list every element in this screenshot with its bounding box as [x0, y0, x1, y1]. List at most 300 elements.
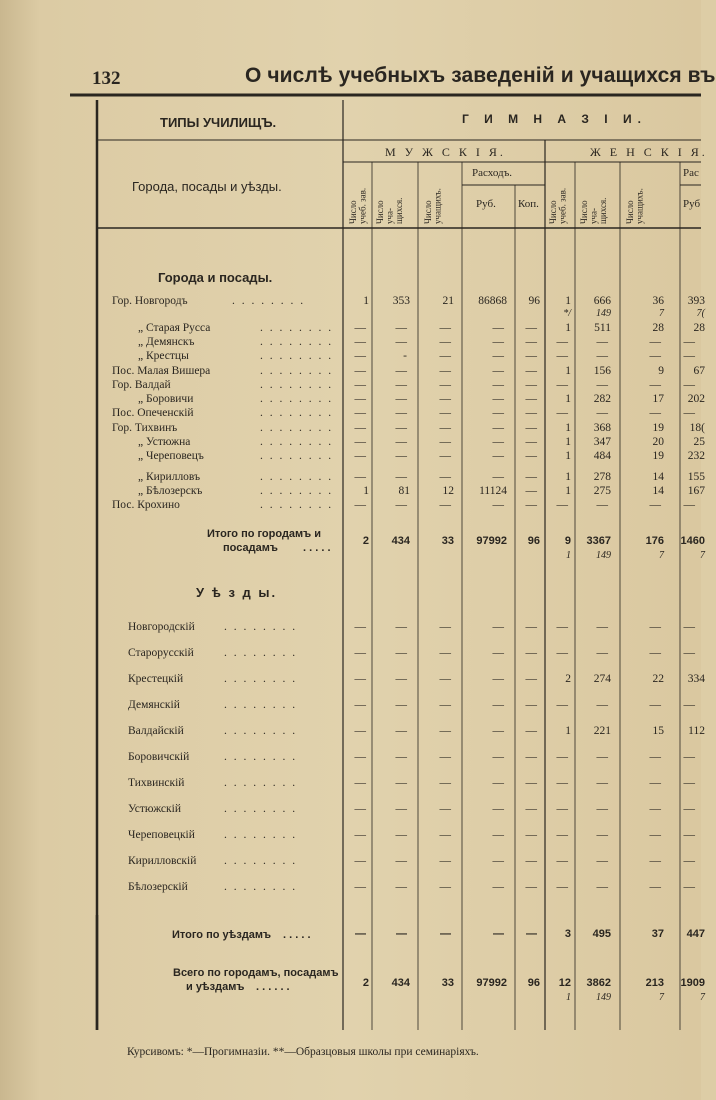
district-row-7-col-2: — — [439, 803, 451, 815]
district-row-1-col-8: — — [683, 647, 695, 659]
district-row-2-col-5: 2 — [565, 673, 571, 685]
city-row-9-col-0: — — [354, 436, 366, 448]
city-total-col-0: 2 — [362, 535, 369, 547]
district-row-5-col-0: — — [354, 751, 366, 763]
city-row-12-col-4: — — [525, 485, 537, 497]
district-row-3-col-1: — — [395, 699, 407, 711]
f-col-teachers-header: Число учащихъ. — [625, 188, 645, 224]
district-row-4-col-5: 1 — [565, 725, 571, 737]
district-total-col-6: 495 — [592, 928, 611, 940]
grand-total-label-1: Всего по городамъ, посадамъ — [173, 967, 339, 979]
city-row-4-col-8: 67 — [693, 365, 705, 377]
district-row-9-col-6: — — [596, 855, 608, 867]
district-row-8-col-0: — — [354, 829, 366, 841]
city-row-12-col-1: 81 — [398, 485, 410, 497]
city-row-10-col-0: — — [354, 450, 366, 462]
city-row-8-col-5: 1 — [565, 422, 571, 434]
district-row-10-col-7: — — [649, 881, 661, 893]
city-row-1-col-6: 511 — [594, 322, 611, 334]
grand-total-col-2: 33 — [441, 977, 454, 989]
district-row-1-col-0: — — [354, 647, 366, 659]
f-col-pupils-header: Число уча- щихся. — [579, 197, 608, 224]
district-row-5-col-7: — — [649, 751, 661, 763]
f-expense-label: Рас — [683, 167, 699, 179]
city-total-col-7: 176 — [645, 535, 664, 547]
district-row-0-col-7: — — [649, 621, 661, 633]
row-leader-dots: . . . . . . . . — [224, 725, 298, 737]
city-row-2-col-4: — — [525, 336, 537, 348]
row-leader-dots: . . . . . . . . — [260, 471, 334, 483]
city-row-11-col-4: — — [525, 471, 537, 483]
district-row-9-col-4: — — [525, 855, 537, 867]
district-row-10-col-8: — — [683, 881, 695, 893]
district-row-9-col-5: — — [556, 855, 568, 867]
city-row-5-col-2: — — [439, 379, 451, 391]
city-row-9-col-1: — — [395, 436, 407, 448]
city-row-name: Пос. Малая Вишера — [112, 365, 211, 377]
district-row-1-col-2: — — [439, 647, 451, 659]
row-leader-dots: . . . . . . . . — [260, 436, 334, 448]
city-row-2-col-1: — — [395, 336, 407, 348]
city-row-6-col-2: — — [439, 393, 451, 405]
page-number: 132 — [92, 68, 121, 89]
city-row-9-col-7: 20 — [652, 436, 664, 448]
district-row-8-col-2: — — [439, 829, 451, 841]
city-row-9-col-8: 25 — [693, 436, 705, 448]
city-row-9-col-2: — — [439, 436, 451, 448]
grand-total-col-4: 96 — [527, 977, 540, 989]
district-row-1-col-5: — — [556, 647, 568, 659]
city-row-2-col-2: — — [439, 336, 451, 348]
district-row-8-col-6: — — [596, 829, 608, 841]
district-row-6-col-1: — — [395, 777, 407, 789]
city-row-name: „ Череповецъ — [138, 450, 204, 462]
row-leader-dots: . . . . . . . . — [260, 485, 334, 497]
city-row-12-col-8: 167 — [687, 485, 705, 497]
district-row-8-col-5: — — [556, 829, 568, 841]
city-total-sub-col-5: 1 — [566, 550, 571, 561]
city-row-4-col-6: 156 — [593, 365, 611, 377]
city-row-4-col-4: — — [525, 365, 537, 377]
district-row-8-col-8: — — [683, 829, 695, 841]
district-row-9-col-2: — — [439, 855, 451, 867]
city-row-6-col-4: — — [525, 393, 537, 405]
row-leader-dots: . . . . . . . . — [260, 365, 334, 377]
row-leader-dots: . . . . . . . . — [260, 393, 334, 405]
city-row-5-col-6: — — [596, 379, 608, 391]
row-leader-dots: . . . . . . . . — [260, 407, 334, 419]
district-row-1-col-4: — — [525, 647, 537, 659]
row-leader-dots: . . . . . . . . — [224, 803, 298, 815]
city-row-8-col-0: — — [354, 422, 366, 434]
city-total-col-5: 9 — [564, 535, 571, 547]
col-teachers-header: Число учащихъ. — [423, 188, 443, 224]
district-total-col-2: — — [440, 928, 451, 940]
city-row-11-col-0: — — [354, 471, 366, 483]
city-row-1-col-3: — — [492, 322, 504, 334]
city-row-11-col-3: — — [492, 471, 504, 483]
section-districts: У ѣ з д ы. — [196, 585, 278, 600]
district-row-8-col-4: — — [525, 829, 537, 841]
row-leader-dots: . . . . . . . . — [224, 699, 298, 711]
district-row-9-col-8: — — [683, 855, 695, 867]
district-row-10-col-6: — — [596, 881, 608, 893]
city-row-7-col-4: — — [525, 407, 537, 419]
city-row-8-col-6: 368 — [593, 422, 611, 434]
district-total-col-8: 447 — [686, 928, 705, 940]
district-row-2-col-2: — — [439, 673, 451, 685]
city-row-11-col-5: 1 — [565, 471, 571, 483]
district-row-4-col-4: — — [525, 725, 537, 737]
grand-total-sub-col-5: 1 — [566, 992, 571, 1003]
city-row-3-col-0: — — [354, 350, 366, 362]
city-row-8-col-7: 19 — [652, 422, 664, 434]
city-row-name: Гор. Валдай — [112, 379, 171, 391]
district-row-name: Череповецкій — [128, 829, 195, 841]
city-row-0-sub-col-7: 7 — [659, 308, 664, 319]
city-row-0-col-5: 1 — [565, 295, 571, 307]
city-row-name: „ Демянскъ — [138, 336, 195, 348]
row-leader-dots: . . . . . . . . — [224, 751, 298, 763]
district-total-col-1: — — [396, 928, 407, 940]
city-row-2-col-7: — — [649, 336, 661, 348]
grand-total-label-2: и уѣздамъ — [186, 981, 245, 993]
district-row-5-col-8: — — [683, 751, 695, 763]
district-row-7-col-3: — — [492, 803, 504, 815]
district-row-0-col-1: — — [395, 621, 407, 633]
grand-total-dots: . . . . . . — [256, 981, 290, 993]
district-row-1-col-7: — — [649, 647, 661, 659]
city-row-name: Пос. Опеченскій — [112, 407, 194, 419]
city-row-7-col-8: — — [683, 407, 695, 419]
grand-total-col-6: 3862 — [586, 977, 611, 989]
city-row-0-sub-col-6: 149 — [596, 308, 611, 319]
row-leader-dots: . . . . . . . . — [260, 350, 334, 362]
district-row-9-col-0: — — [354, 855, 366, 867]
city-row-name: Гор. Новгородъ — [112, 295, 188, 307]
city-row-5-col-5: — — [556, 379, 568, 391]
city-row-0-col-1: 353 — [392, 295, 410, 307]
district-row-4-col-7: 15 — [652, 725, 664, 737]
city-row-12-col-0: 1 — [363, 485, 369, 497]
district-row-2-col-4: — — [525, 673, 537, 685]
city-row-2-col-6: — — [596, 336, 608, 348]
city-row-6-col-7: 17 — [652, 393, 664, 405]
district-row-2-col-8: 334 — [687, 673, 705, 685]
city-total-sub-col-7: 7 — [659, 550, 664, 561]
district-row-name: Старорусскій — [128, 647, 194, 659]
gymnasia-label: Г И М Н А З І И. — [462, 112, 647, 126]
city-row-2-col-8: — — [683, 336, 695, 348]
city-row-name: „ Бѣлозерскъ — [138, 485, 203, 497]
district-row-5-col-1: — — [395, 751, 407, 763]
city-row-6-col-5: 1 — [565, 393, 571, 405]
city-row-5-col-8: — — [683, 379, 695, 391]
district-row-9-col-1: — — [395, 855, 407, 867]
district-row-name: Крестецкій — [128, 673, 184, 685]
city-row-10-col-7: 19 — [652, 450, 664, 462]
district-row-5-col-4: — — [525, 751, 537, 763]
district-row-8-col-7: — — [649, 829, 661, 841]
row-leader-dots: . . . . . . . . — [260, 336, 334, 348]
district-row-1-col-3: — — [492, 647, 504, 659]
city-row-3-col-3: — — [492, 350, 504, 362]
city-row-2-col-0: — — [354, 336, 366, 348]
city-row-6-col-8: 202 — [687, 393, 705, 405]
district-row-6-col-0: — — [354, 777, 366, 789]
city-row-3-col-8: — — [683, 350, 695, 362]
district-row-10-col-3: — — [492, 881, 504, 893]
city-row-5-col-4: — — [525, 379, 537, 391]
district-total-col-7: 37 — [651, 928, 664, 940]
district-row-5-col-5: — — [556, 751, 568, 763]
district-row-name: Тихвинскій — [128, 777, 185, 789]
city-row-4-col-5: 1 — [565, 365, 571, 377]
district-total-col-0: — — [355, 928, 366, 940]
district-row-9-col-3: — — [492, 855, 504, 867]
district-row-10-col-4: — — [525, 881, 537, 893]
city-row-2-col-3: — — [492, 336, 504, 348]
district-row-5-col-2: — — [439, 751, 451, 763]
city-row-4-col-7: 9 — [658, 365, 664, 377]
district-row-4-col-2: — — [439, 725, 451, 737]
rub-label: Руб. — [476, 198, 496, 210]
city-row-0-col-8: 393 — [687, 295, 705, 307]
city-row-7-col-5: — — [556, 407, 568, 419]
city-row-7-col-2: — — [439, 407, 451, 419]
city-row-4-col-1: — — [395, 365, 407, 377]
city-row-9-col-6: 347 — [593, 436, 611, 448]
city-row-3-col-5: — — [556, 350, 568, 362]
city-row-11-col-2: — — [439, 471, 451, 483]
city-total-dots: . . . . . — [303, 542, 331, 554]
city-row-3-col-7: — — [649, 350, 661, 362]
city-total-col-8: 1460 — [680, 535, 705, 547]
district-total-dots: . . . . . — [283, 929, 311, 941]
city-row-12-col-6: 275 — [593, 485, 611, 497]
grand-total-sub-col-8: 7 — [700, 992, 705, 1003]
grand-total-sub-col-6: 149 — [596, 992, 611, 1003]
row-leader-dots: . . . . . . . . — [260, 499, 334, 511]
district-row-7-col-6: — — [596, 803, 608, 815]
district-row-7-col-4: — — [525, 803, 537, 815]
district-row-5-col-6: — — [596, 751, 608, 763]
city-total-sub-col-6: 149 — [596, 550, 611, 561]
district-row-0-col-0: — — [354, 621, 366, 633]
city-row-11-col-6: 278 — [593, 471, 611, 483]
district-row-6-col-7: — — [649, 777, 661, 789]
city-row-2-col-5: — — [556, 336, 568, 348]
city-row-name: Пос. Крохино — [112, 499, 180, 511]
district-row-4-col-0: — — [354, 725, 366, 737]
city-row-5-col-7: — — [649, 379, 661, 391]
city-row-4-col-0: — — [354, 365, 366, 377]
f-col-schools-header: Число учеб. зав. — [548, 187, 568, 224]
grand-total-col-7: 213 — [645, 977, 664, 989]
district-row-7-col-5: — — [556, 803, 568, 815]
district-row-3-col-3: — — [492, 699, 504, 711]
row-leader-dots: . . . . . . . . — [224, 647, 298, 659]
city-total-label-2: посадамъ — [223, 542, 278, 554]
city-row-1-col-4: — — [525, 322, 537, 334]
district-total-label: Итого по уѣздамъ — [172, 929, 272, 941]
district-row-0-col-3: — — [492, 621, 504, 633]
city-row-13-col-7: — — [649, 499, 661, 511]
city-row-1-col-5: 1 — [565, 322, 571, 334]
row-leader-dots: . . . . . . . . — [224, 855, 298, 867]
district-row-3-col-5: — — [556, 699, 568, 711]
city-row-12-col-2: 12 — [442, 485, 454, 497]
district-row-name: Боровичскій — [128, 751, 190, 763]
city-row-7-col-3: — — [492, 407, 504, 419]
district-row-0-col-4: — — [525, 621, 537, 633]
city-row-0-sub-col-5: */ — [563, 308, 571, 319]
row-leader-dots: . . . . . . . . — [224, 881, 298, 893]
city-row-3-col-4: — — [525, 350, 537, 362]
city-row-1-col-1: — — [395, 322, 407, 334]
col-schools-header: Число учеб. зав. — [348, 187, 368, 224]
city-row-9-col-4: — — [525, 436, 537, 448]
city-row-11-col-1: — — [395, 471, 407, 483]
row-leader-dots: . . . . . . . . — [224, 673, 298, 685]
row-leader-dots: . . . . . . . . — [260, 379, 334, 391]
f-rub-label: Руб — [683, 198, 701, 210]
district-row-6-col-2: — — [439, 777, 451, 789]
district-row-0-col-6: — — [596, 621, 608, 633]
kop-label: Коп. — [518, 198, 539, 210]
city-row-1-col-2: — — [439, 322, 451, 334]
city-row-3-col-1: - — [403, 350, 407, 362]
city-row-4-col-3: — — [492, 365, 504, 377]
city-row-10-col-6: 484 — [593, 450, 611, 462]
city-row-name: „ Устюжна — [138, 436, 191, 448]
city-row-12-col-3: 11124 — [479, 485, 507, 497]
district-row-9-col-7: — — [649, 855, 661, 867]
row-leader-dots: . . . . . . . . — [260, 422, 334, 434]
city-row-name: Гор. Тихвинъ — [112, 422, 178, 434]
city-row-6-col-3: — — [492, 393, 504, 405]
city-row-8-col-1: — — [395, 422, 407, 434]
city-row-12-col-7: 14 — [652, 485, 664, 497]
district-row-7-col-7: — — [649, 803, 661, 815]
city-row-0-col-7: 36 — [652, 295, 664, 307]
city-row-6-col-0: — — [354, 393, 366, 405]
grand-total-col-3: 97992 — [476, 977, 507, 989]
row-leader-dots: . . . . . . . . — [224, 829, 298, 841]
city-row-6-col-1: — — [395, 393, 407, 405]
city-row-10-col-1: — — [395, 450, 407, 462]
district-row-6-col-6: — — [596, 777, 608, 789]
district-row-name: Валдайскій — [128, 725, 184, 737]
district-row-name: Кирилловскій — [128, 855, 197, 867]
city-row-7-col-6: — — [596, 407, 608, 419]
city-row-0-col-4: 96 — [528, 295, 540, 307]
city-row-10-col-5: 1 — [565, 450, 571, 462]
district-row-10-col-2: — — [439, 881, 451, 893]
city-row-13-col-0: — — [354, 499, 366, 511]
row-leader-dots: . . . . . . . . — [260, 322, 334, 334]
district-row-name: Демянскій — [128, 699, 180, 711]
district-row-3-col-4: — — [525, 699, 537, 711]
city-row-10-col-3: — — [492, 450, 504, 462]
district-total-col-3: — — [493, 928, 504, 940]
grand-total-col-8: 1909 — [680, 977, 705, 989]
city-row-13-col-8: — — [683, 499, 695, 511]
district-row-10-col-1: — — [395, 881, 407, 893]
district-row-2-col-7: 22 — [652, 673, 664, 685]
grand-total-col-1: 434 — [391, 977, 410, 989]
district-row-3-col-2: — — [439, 699, 451, 711]
city-row-8-col-4: — — [525, 422, 537, 434]
district-row-10-col-5: — — [556, 881, 568, 893]
city-row-10-col-4: — — [525, 450, 537, 462]
city-row-0-col-6: 666 — [593, 295, 611, 307]
district-row-name: Бѣлозерскій — [128, 881, 188, 893]
city-row-name: „ Кирилловъ — [138, 471, 201, 483]
district-row-5-col-3: — — [492, 751, 504, 763]
city-total-label-1: Итого по городамъ и — [207, 528, 322, 540]
places-label: Города, посады и уѣзды. — [132, 179, 282, 194]
city-row-5-col-0: — — [354, 379, 366, 391]
district-row-3-col-7: — — [649, 699, 661, 711]
row-leader-dots: . . . . . . . . — [260, 450, 334, 462]
city-row-name: „ Крестцы — [138, 350, 189, 362]
city-row-1-col-0: — — [354, 322, 366, 334]
district-row-8-col-1: — — [395, 829, 407, 841]
city-row-8-col-2: — — [439, 422, 451, 434]
city-row-0-sub-col-8: 7( — [696, 308, 705, 319]
grand-total-col-0: 2 — [362, 977, 369, 989]
city-row-7-col-1: — — [395, 407, 407, 419]
district-row-8-col-3: — — [492, 829, 504, 841]
district-row-2-col-6: 274 — [593, 673, 611, 685]
district-row-name: Новгородскій — [128, 621, 195, 633]
district-row-4-col-8: 112 — [688, 725, 705, 737]
row-leader-dots: . . . . . . . . — [224, 777, 298, 789]
male-label: М У Ж С К І Я. — [385, 145, 506, 159]
district-row-10-col-0: — — [354, 881, 366, 893]
city-total-col-6: 3367 — [586, 535, 611, 547]
city-row-3-col-2: — — [439, 350, 451, 362]
city-row-11-col-7: 14 — [652, 471, 664, 483]
grand-total-sub-col-7: 7 — [659, 992, 664, 1003]
city-row-0-col-2: 21 — [442, 295, 454, 307]
district-row-2-col-3: — — [492, 673, 504, 685]
city-total-col-2: 33 — [441, 535, 454, 547]
city-total-col-3: 97992 — [476, 535, 507, 547]
city-row-4-col-2: — — [439, 365, 451, 377]
district-row-0-col-8: — — [683, 621, 695, 633]
city-row-12-col-5: 1 — [565, 485, 571, 497]
city-row-13-col-6: — — [596, 499, 608, 511]
page-title: О числѣ учебныхъ заведеній и учащихся въ — [245, 64, 716, 87]
city-row-5-col-3: — — [492, 379, 504, 391]
district-row-0-col-5: — — [556, 621, 568, 633]
district-row-1-col-1: — — [395, 647, 407, 659]
col-pupils-header: Число уча- щихся. — [375, 197, 404, 224]
section-cities: Города и посады. — [158, 270, 273, 285]
city-row-0-col-3: 86868 — [478, 295, 507, 307]
types-label: ТИПЫ УЧИЛИЩЪ. — [160, 115, 277, 130]
district-row-6-col-3: — — [492, 777, 504, 789]
city-row-10-col-8: 232 — [687, 450, 705, 462]
district-row-6-col-4: — — [525, 777, 537, 789]
city-row-name: „ Боровичи — [138, 393, 194, 405]
grand-total-col-5: 12 — [558, 977, 571, 989]
city-row-8-col-8: 18( — [689, 422, 705, 434]
district-row-4-col-1: — — [395, 725, 407, 737]
district-row-6-col-8: — — [683, 777, 695, 789]
